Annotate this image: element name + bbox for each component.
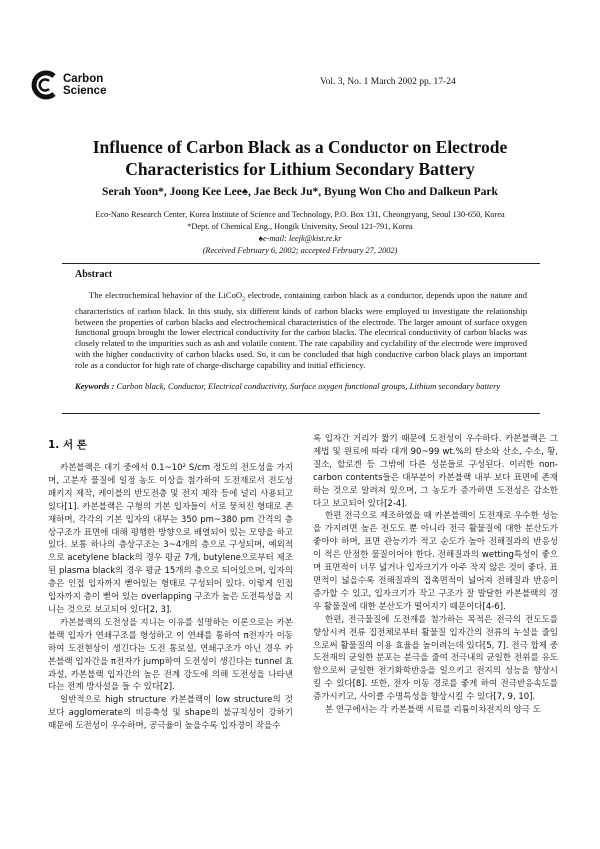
paper-title bbox=[40, 136, 560, 180]
paragraph: 일반적으로 high structure 카본블랙이 low structure의 것보다 agglomerate의 비응축성 및 shape의 불규칙성이 강하기 때문에 도전성이 우수하며, 공극율이 높을수록 입자경이 작을수 bbox=[48, 695, 293, 732]
body-column-right bbox=[313, 433, 558, 717]
paragraph: 한편, 전극물질에 도전재를 첨가하는 목적은 전극의 전도도를 향상시켜 전류 집전체로부터 활물질 입자간의 전류의 누설을 줄임으로써 활물질의 이용 효율을 높이려는데 있다[5, 7]. 전극 합제 중 도전재의 균일한 분포는 분극을 줄여 전극내의 균일한 전위를 유도함으로써 균일한 전기화학반응을 일으키고 전지의 성능을 향상시킬 수 있다[8]. 또한, 전자 이동 경로를 좋게 하여 전극반응속도를 증가시키고, 사이클 수명특성을 향상시킬 수 있다[7, 9, 10]. bbox=[313, 614, 558, 703]
journal-name-line2: Science bbox=[63, 85, 107, 97]
paragraph: 카본블랙의 도전성을 지니는 이유를 설명하는 이론으로는 카본블랙 입자가 연쇄구조를 형성하고 이 연쇄를 통하여 π전자가 이동하여 도전현상이 생긴다는 도전 통로설, 연쇄구조가 아닌 경우 카본블랙 입자간을 π전자가 jump하여 도전성이 생긴다는 tunnel 효과설, 카본블랙 입자간의 높은 전계 강도에 의해 도전성을 나타낸다는 전계 방사설을 들 수 있다[2]. bbox=[48, 617, 293, 693]
carbon-logo-icon bbox=[30, 70, 60, 100]
affiliation-primary: Eco-Nano Research Center, Korea Institute of Science and Technology, P.O. Box 131, Cheongryang, Seoul 130-650, Korea bbox=[95, 210, 505, 219]
corresponding-email: ♠e-mail: leejk@kist.re.kr bbox=[258, 234, 342, 243]
paper-title-line2: Characteristics for Lithium Secondary Battery bbox=[125, 159, 475, 179]
paragraph: 카본블랙은 대기 중에서 0.1~10² S/cm 정도의 전도성을 가지며, 고분자 물질에 일정 농도 이상을 첨가하여 도전재로서 전도성 패키지 제작, 케이블의 반도전층 및 전지 제작 등에 널리 사용되고 있다[1]. 카본블랙은 구형의 기본 입자들이 서로 뭉쳐진 형태로 존재하며, 각각의 기본 입자의 내부는 350 pm~380 pm 간격의 층상구조가 표면에 대해 평행한 방향으로 배열되어 있는 모양을 하고 있다. 보통 하나의 층상구조는 3~4개의 층으로 구성되며, 예외적으로 acetylene black의 경우 평균 7개, butylene으로부터 제조된 plasma black의 경우 평균 15개의 층으로 되어있으며, 입자의 층은 인접 입자까지 뻗어있는 형태로 구성되어 있다. 이렇게 인접입자까지 층이 뻗어 있는 overlapping 구조가 높은 도전특성을 지니는 것으로 보고되어 있다[2, 3]. bbox=[48, 463, 293, 615]
abstract-body bbox=[75, 290, 527, 371]
journal-name bbox=[63, 73, 106, 97]
abstract-heading: Abstract bbox=[75, 269, 113, 280]
section-heading-introduction: 1. 서 론 bbox=[48, 439, 87, 451]
paragraph: 록 입자간 거리가 짧기 때문에 도전성이 우수하다. 카본블랙은 그 제법 및 원료에 따라 대개 90~99 wt.%의 탄소와 산소, 수소, 황, 질소, 할로겐 등 그밖에 다른 성분들로 구성된다. 이러한 non-carbon contents들은 대부분이 카본블랙 내부 보다 표면에 존재하는 것으로 알려져 있으며, 그 농도가 증가하면 도전성은 감소한다고 보고되어 있다[2-4]. bbox=[313, 434, 558, 509]
body-column-left bbox=[48, 462, 293, 733]
journal-name-line1: Carbon bbox=[63, 73, 104, 85]
received-dates: (Received February 6, 2002; accepted February 27, 2002) bbox=[202, 246, 398, 255]
volume-info: Vol. 3, No. 1 March 2002 pp. 17-24 bbox=[320, 77, 456, 87]
keywords bbox=[75, 381, 527, 392]
author-list: Serah Yoon*, Joong Kee Lee♠, Jae Beck Ju*, Byung Won Cho and Dalkeun Park bbox=[102, 186, 498, 198]
paragraph: 한편 전극으로 제조하였을 때 카본블랙이 도전재로 우수한 성능을 가지려면 높은 전도도 뿐 아니라 전극 활물질에 대한 분산도가 좋아야 하며, 표면 관능기가 적고 순도가 높아 전해질과의 반응성이 적은 안정한 물질이어야 한다. 전해질과의 wetting특성이 좋으며 표면적이 너무 넓거나 입자크기가 아주 작지 않은 것이 좋다. 표면적이 넓을수록 전해질과의 접촉면적이 넓어져 전해질과 반응이 증가할 수 있고, 입자크기가 작고 구조가 잘 발달한 카본블랙의 경우 활물질에 대한 분산도가 떨어지기 때문이다[4-6]. bbox=[313, 511, 558, 612]
keywords-list: Carbon black, Conductor, Electrical conductivity, Surface oxygen functional groups, Lithium secondary battery bbox=[114, 381, 501, 391]
abstract-text-start: The electrochemical behavior of the LiCoO bbox=[89, 290, 243, 300]
abstract-text-rest: electrode, containing carbon black as a conductor, depends upon the nature and characteristics of carbon black. In this study, six different kinds of carbon blacks were employed to investigate the relationship between the properties of carbon blacks and electrochemical characteristics of the electrode. The larger amount of surface oxygen functional groups brought the lower electrical conductivity for the carbon blacks. The electrical conductivity of carbon blacks was closely related to the impurities such as ash and volatile content. The rate capability and cyclability of the electrode were improved with the higher conductivity of carbon blacks used. So, it can be concluded that high conductive carbon black plays an important role as a conductor for high rate of charge-discharge capability and initial efficiency. bbox=[75, 290, 527, 371]
paragraph: 본 연구에서는 각 카본블랙 시료를 리튬이차전지의 양극 도 bbox=[325, 705, 541, 716]
keywords-label: Keywords : bbox=[75, 381, 115, 391]
abstract-subscript: 2 bbox=[242, 296, 246, 303]
affiliation-secondary: *Dept. of Chemical Eng., Hongik University, Seoul 121-791, Korea bbox=[187, 222, 413, 231]
paper-title-line1: Influence of Carbon Black as a Conductor on Electrode bbox=[92, 137, 508, 157]
journal-logo bbox=[30, 70, 106, 100]
